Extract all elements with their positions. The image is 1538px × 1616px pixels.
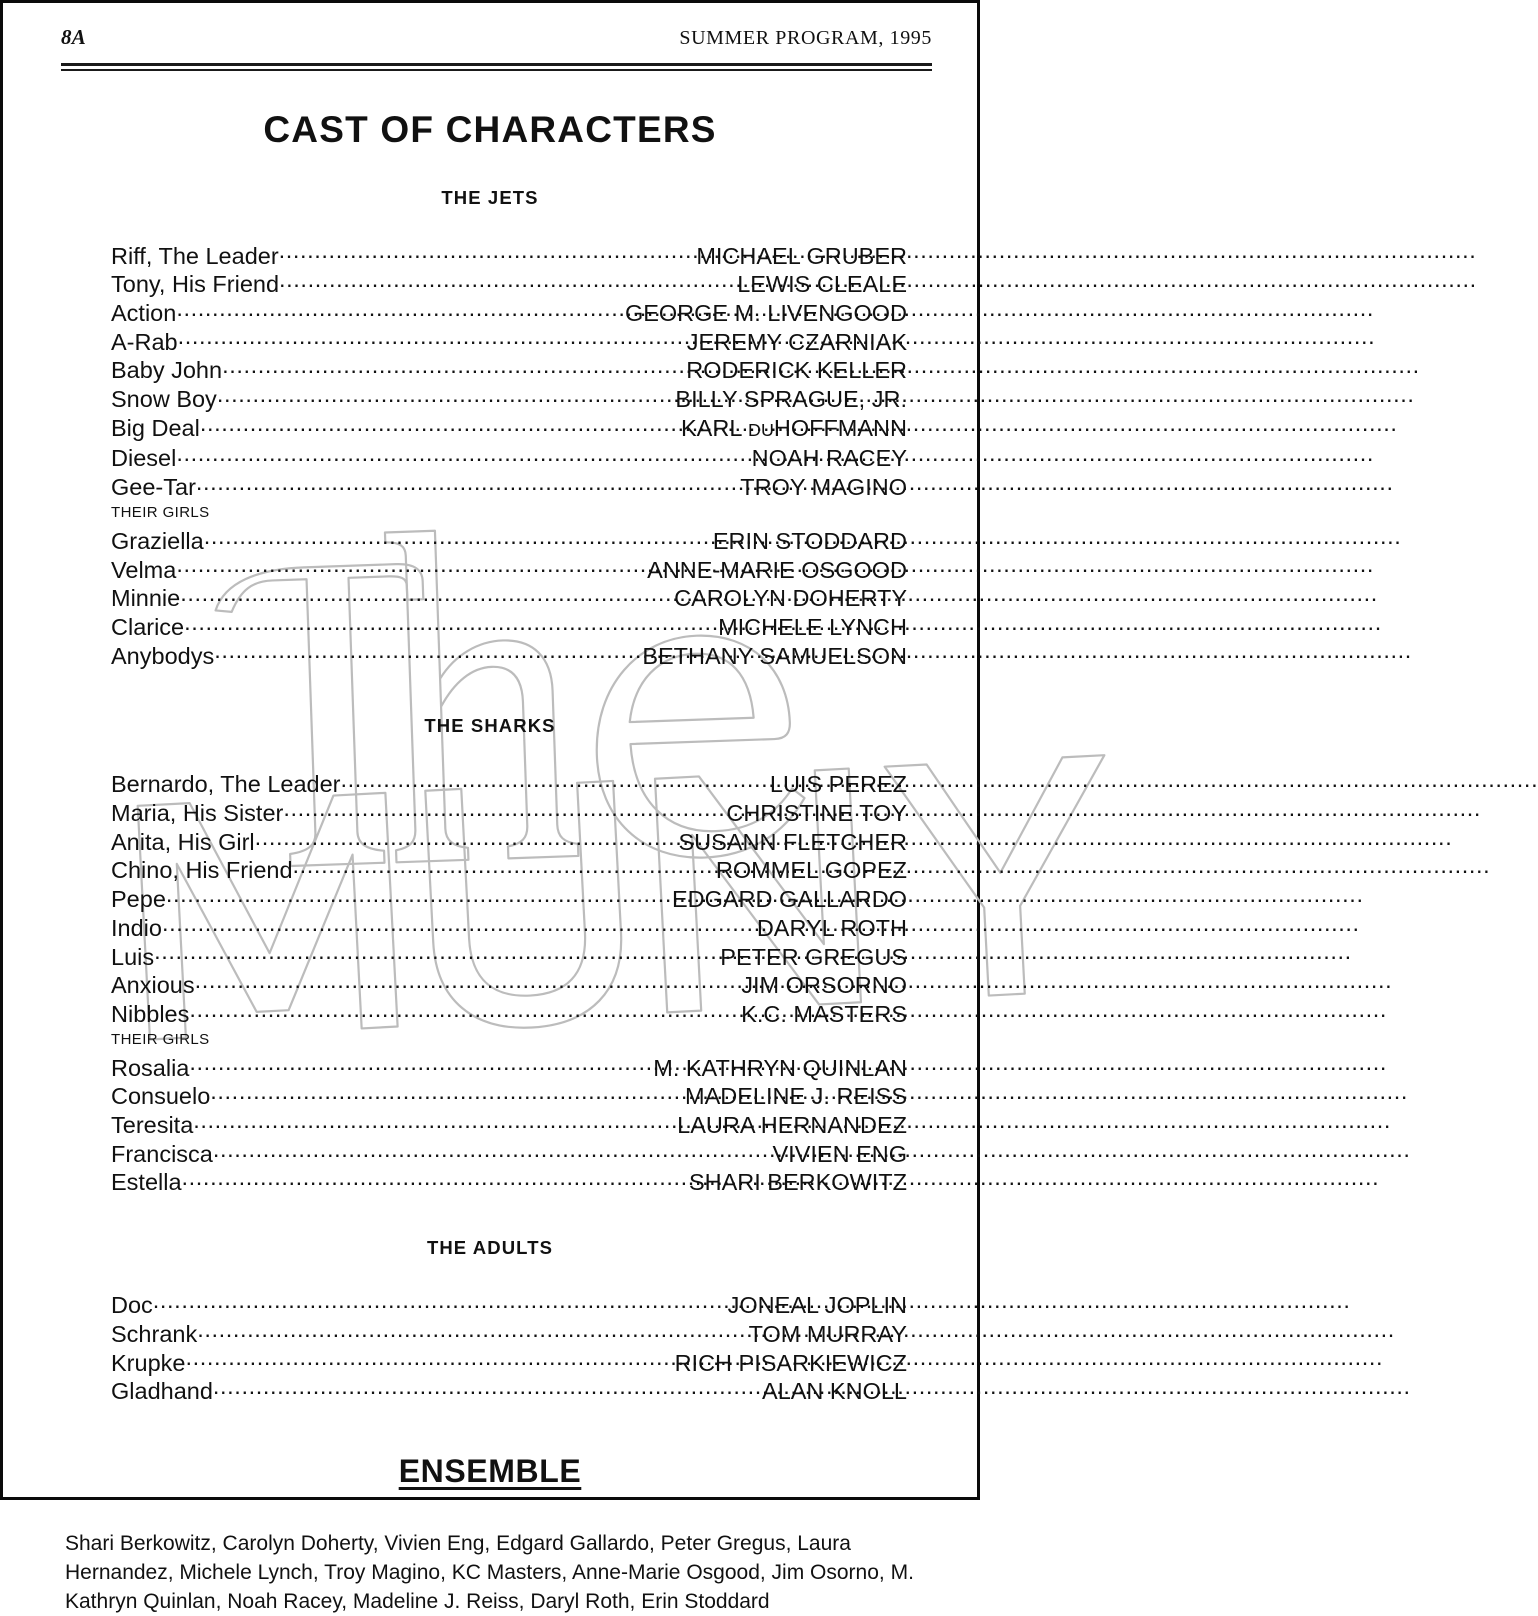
cast-row — [111, 1081, 907, 1110]
cast-row — [111, 472, 907, 501]
dot-leader — [255, 826, 679, 850]
dot-leader — [279, 240, 697, 264]
dot-leader — [283, 798, 726, 822]
dot-leader — [217, 384, 676, 408]
actor-name: ALAN KNOLL — [762, 1378, 907, 1405]
dot-leader — [222, 355, 686, 379]
cast-row — [111, 240, 907, 269]
character-name: Chino, His Friend — [111, 857, 293, 884]
character-name: Bernardo, The Leader — [111, 771, 341, 798]
character-name: Anybodys — [111, 642, 215, 669]
cast-row — [111, 998, 907, 1027]
character-name: Estella — [111, 1169, 182, 1196]
cast-row — [111, 1110, 907, 1139]
cast-row — [111, 1318, 907, 1347]
character-name: Luis — [111, 943, 155, 970]
cast-row — [111, 826, 907, 855]
actor-name: TROY MAGINO — [740, 474, 907, 501]
cast-row — [111, 1138, 907, 1167]
header-rule — [61, 63, 932, 71]
character-name: Riff, The Leader — [111, 242, 279, 269]
actor-name: PETER GREGUS — [720, 943, 907, 970]
character-name: Indio — [111, 914, 162, 941]
dot-leader — [166, 884, 672, 908]
dot-leader — [178, 326, 687, 350]
cast-row — [111, 525, 907, 554]
character-name: Pepe — [111, 886, 166, 913]
actor-name: ERIN STODDARD — [712, 527, 907, 554]
cast-row — [111, 798, 907, 827]
cast-row — [111, 583, 907, 612]
character-name: Rosalia — [111, 1054, 190, 1081]
character-name: Diesel — [111, 445, 177, 472]
actor-name: GEORGE M. LIVENGOOD — [624, 299, 907, 326]
actor-name: CHRISTINE TOY — [726, 800, 907, 827]
actor-name: BETHANY SAMUELSON — [642, 642, 907, 669]
dot-leader — [204, 525, 713, 549]
cast-row — [111, 269, 907, 298]
actor-name: EDGARD GALLARDO — [671, 886, 907, 913]
actor-name: CAROLYN DOHERTY — [674, 585, 907, 612]
dot-leader — [213, 1138, 773, 1162]
cast-row — [111, 1052, 907, 1081]
cast-row — [111, 941, 907, 970]
cast-row — [111, 412, 907, 443]
dot-leader — [195, 970, 742, 994]
character-name: A-Rab — [111, 328, 178, 355]
actor-name: DARYL ROTH — [756, 914, 907, 941]
cast-list-jets — [111, 240, 907, 669]
dot-leader — [200, 412, 681, 436]
actor-name: TOM MURRAY — [748, 1320, 907, 1347]
actor-name: ROMMEL GOPEZ — [715, 857, 907, 884]
dot-leader — [193, 1110, 677, 1134]
actor-name: SUSANN FLETCHER — [678, 828, 907, 855]
dot-leader — [153, 1290, 728, 1314]
group-heading-adults: THE ADULTS — [426, 1236, 554, 1258]
cast-row — [111, 855, 907, 884]
actor-name-pre: KARL — [681, 414, 749, 441]
cast-row — [111, 640, 907, 669]
dot-leader — [189, 1052, 653, 1076]
group-heading-sharks: THE SHARKS — [424, 714, 556, 736]
dot-leader — [213, 1376, 762, 1400]
actor-name: M. KATHRYN QUINLAN — [653, 1054, 907, 1081]
cast-row — [111, 1376, 907, 1405]
character-name: Tony, His Friend — [111, 271, 280, 298]
actor-name: NOAH RACEY — [751, 445, 907, 472]
dot-leader — [341, 769, 770, 793]
character-name: Schrank — [111, 1320, 198, 1347]
dot-leader — [279, 269, 737, 293]
dot-leader — [293, 855, 716, 879]
actor-name: BILLY SPRAGUE, JR. — [675, 386, 907, 413]
character-name: Anxious — [111, 972, 195, 999]
cast-list-adults — [111, 1290, 907, 1405]
dot-leader — [182, 1167, 689, 1191]
cast-row — [111, 1290, 907, 1319]
character-name: Gladhand — [111, 1378, 213, 1405]
character-name: Velma — [111, 556, 177, 583]
dot-leader — [196, 472, 740, 496]
dot-leader — [214, 640, 642, 664]
cast-row — [111, 355, 907, 384]
cast-row — [111, 443, 907, 472]
cast-row — [111, 1167, 907, 1196]
actor-name: MICHELE LYNCH — [718, 613, 907, 640]
actor-name: LAURA HERNANDEZ — [677, 1112, 907, 1139]
dot-leader — [197, 1318, 748, 1342]
cast-row — [111, 970, 907, 999]
actor-name: MADELINE J. REISS — [685, 1083, 907, 1110]
dot-leader — [176, 443, 751, 467]
cast-row — [111, 1347, 907, 1376]
actor-name: LEWIS CLEALE — [737, 271, 907, 298]
character-name: Doc — [111, 1292, 153, 1319]
ensemble-heading: ENSEMBLE — [398, 1452, 582, 1489]
dot-leader — [176, 554, 647, 578]
dot-leader — [176, 297, 625, 321]
page-folio: 8A — [61, 25, 87, 49]
actor-name: JONEAL JOPLIN — [727, 1292, 907, 1319]
character-name: Graziella — [111, 527, 204, 554]
actor-name-post: HOFFMANN — [773, 414, 907, 441]
running-head-title: SUMMER PROGRAM, 1995 — [679, 27, 932, 49]
cast-row — [111, 326, 907, 355]
character-name: Consuelo — [111, 1083, 211, 1110]
group-heading-jets: THE JETS — [441, 187, 539, 208]
page-content — [3, 25, 977, 1616]
cast-row — [111, 769, 907, 798]
character-name: Snow Boy — [111, 386, 217, 413]
character-name: Big Deal — [111, 414, 200, 441]
dot-leader — [162, 912, 757, 936]
running-head — [61, 25, 932, 59]
character-name: Baby John — [111, 357, 223, 384]
actor-name-smallcap: DU — [748, 419, 774, 440]
dot-leader — [154, 941, 720, 965]
character-name: Teresita — [111, 1112, 194, 1139]
character-name: Maria, His Sister — [111, 800, 284, 827]
dot-leader — [184, 611, 718, 635]
character-name: Anita, His Girl — [111, 828, 255, 855]
cast-row — [111, 884, 907, 913]
character-name: Krupke — [111, 1349, 186, 1376]
dot-leader — [210, 1081, 685, 1105]
character-name: Gee-Tar — [111, 474, 196, 501]
dot-leader — [189, 998, 741, 1022]
actor-name: VIVIEN ENG — [772, 1140, 907, 1167]
actor-name: SHARI BERKOWITZ — [688, 1169, 907, 1196]
actor-name: JEREMY CZARNIAK — [686, 328, 907, 355]
character-name: Nibbles — [111, 1000, 190, 1027]
character-name: Minnie — [111, 585, 181, 612]
subheading-their-girls: THEIR GIRLS — [111, 504, 210, 522]
actor-name: RICH PISARKIEWICZ — [674, 1349, 907, 1376]
actor-name: K.C. MASTERS — [741, 1000, 907, 1027]
page-title: CAST OF CHARACTERS — [263, 109, 717, 150]
actor-name: RODERICK KELLER — [686, 357, 907, 384]
character-name: Action — [111, 299, 177, 326]
actor-name: ANNE-MARIE OSGOOD — [647, 556, 907, 583]
cast-row — [111, 611, 907, 640]
actor-name: JIM ORSORNO — [741, 972, 907, 999]
cast-row — [111, 912, 907, 941]
ensemble-list: Shari Berkowitz, Carolyn Doherty, Vivien Eng, Edgard Gallardo, Peter Gregus, Laura Hernandez, Michele Lynch, Troy Magino, KC Masters, Anne-Marie Osgood, Jim Osorno, M. Kathryn Quinlan, Noah Racey, Madeline J. Reiss, Daryl Roth, Erin Stoddard — [65, 1531, 914, 1613]
actor-name: MICHAEL GRUBER — [696, 242, 907, 269]
dot-leader — [180, 583, 674, 607]
cast-row — [111, 297, 907, 326]
cast-list-sharks — [111, 769, 907, 1196]
cast-row — [111, 554, 907, 583]
cast-row — [111, 384, 907, 413]
subheading-their-girls: THEIR GIRLS — [111, 1031, 210, 1049]
character-name: Clarice — [111, 613, 185, 640]
character-name: Francisca — [111, 1140, 213, 1167]
actor-name: LUIS PEREZ — [769, 771, 907, 798]
dot-leader — [185, 1347, 674, 1371]
